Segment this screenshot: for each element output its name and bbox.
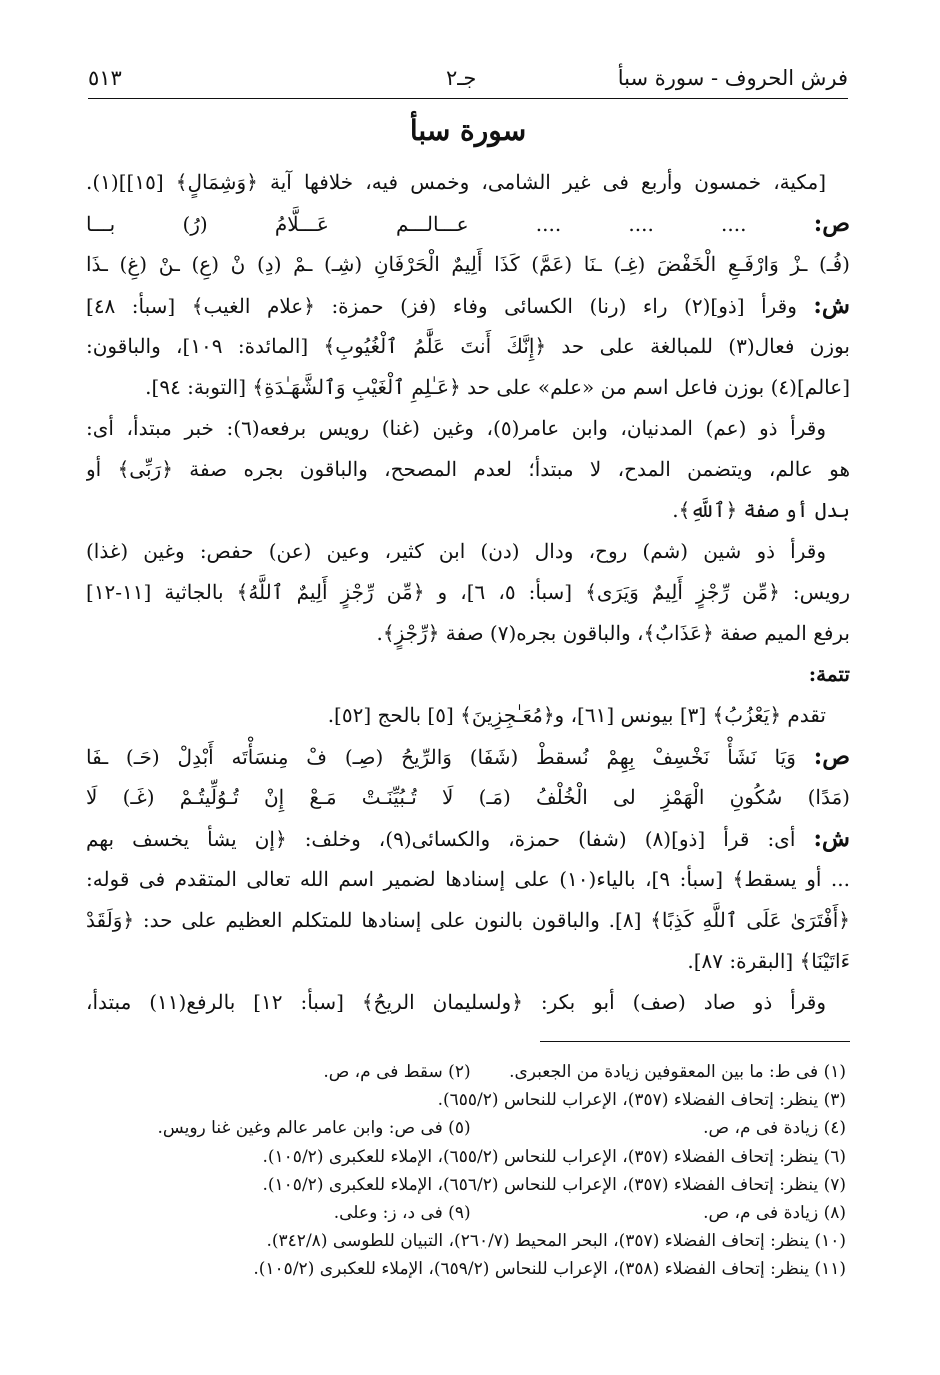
verse-line: (فُـ) ـزْ وَارْفَـعِ الْخَفْضَ (غِـ) ـنَا (عَمَّ) كَذَا أَلِيمٌ الْحَرْفَانِ (شِـ) ـمْ (دِ) نْ (عِ) ـنْ (غِ) ـذَا <box>86 252 850 276</box>
text-line: ﴿أَفْتَرَىٰ عَلَى ٱللَّهِ كَذِبًا﴾ [٨]. والباقون بالنون على إسنادها للمتكلم العظيم على حد: ﴿وَلَقَدْ <box>86 908 850 932</box>
page-number: ٥١٣ <box>88 66 122 90</box>
footnote: (٩) فى د، ز: وعلى. <box>333 1202 471 1223</box>
footnotes <box>86 1058 850 1284</box>
text-line: بوزن فعال(٣) للمبالغة على حد ﴿إِنَّكَ أَنتَ عَلَّٰمُ ٱلْغُيُوبِ﴾ [المائدة: ١٠٩]، والباقون: <box>86 334 850 358</box>
running-header <box>88 62 848 98</box>
text-line: وقرأ ذو شين (شم) روح، ودال (دن) ابن كثير، وعين (عن) حفص: وغين (غذا) <box>86 539 826 563</box>
main-text <box>86 162 850 1023</box>
text-line: ءَاتَيْنَا﴾ [البقرة: ٨٧]. <box>687 949 850 973</box>
commentary-label: ش: <box>813 292 850 319</box>
text-line <box>86 818 850 859</box>
text-line: برفع الميم صفة ﴿عَذَابٌ﴾، والباقون بجره(٧) صفة ﴿رِّجْزٍ﴾. <box>376 621 850 645</box>
header-rule <box>88 98 848 99</box>
verse-text: .... .... .... عـــالـــم عَـــلَّامُ (رُ) بـــا <box>86 212 747 236</box>
footnote-rule <box>540 1041 850 1042</box>
text-line: وقرأ ذو صاد (صف) أبو بكر: ﴿ولسليمان الريحُ﴾ [سبأ: ١٢] بالرفع(١١) مبتدأ، <box>86 990 826 1014</box>
footnote: (١١) ينظر: إتحاف الفضلاء (٣٥٨)، الإعراب للنحاس (٦٥٩/٢)، الإملاء للعكبرى (١٠٥/٢). <box>253 1259 846 1280</box>
volume-label: جـ٢ <box>446 66 477 90</box>
footnote-line <box>86 1058 850 1086</box>
footnote: (٥) فى ص: وابن عامر عالم وغين غنا رويس. <box>157 1118 471 1139</box>
footnote-line <box>86 1227 850 1255</box>
footnote: (٧) ينظر: إتحاف الفضلاء (٣٥٧)، الإعراب للنحاس (٦٥٦/٢)، الإملاء للعكبرى (١٠٥/٢). <box>262 1174 846 1195</box>
subheading: تتمة: <box>808 662 850 686</box>
text-line: رويس: ﴿مِّن رِّجْزٍ أَلِيمٌ وَيَرَى﴾ [سبأ: ٥، ٦]، و ﴿مِّن رِّجْزٍ أَلِيمٌ ٱللَّهُ﴾ بالجاثية [١١-١٢] <box>86 580 850 604</box>
commentary-label: ش: <box>813 825 850 852</box>
verse-line: (مَدًا) سُكُونِ الْهَمْزِ لى الْخُلْفُ (مَـ) لَا تُـبُيِّنَـتْ مَـعْ إِنْ تُـوُلِّيتُـمْ (غَـ) لَا <box>86 785 850 809</box>
footnote: (٣) ينظر: إتحاف الفضلاء (٣٥٧)، الإعراب للنحاس (٦٥٥/٢). <box>437 1090 846 1111</box>
footnote-line <box>86 1114 850 1142</box>
footnote: (١٠) ينظر: إتحاف الفضلاء (٣٥٧)، البحر المحيط (٢٦٠/٧)، التبيان للطوسى (٣٤٢/٨). <box>266 1231 846 1252</box>
footnote-line <box>86 1086 850 1114</box>
verse-line <box>86 736 850 777</box>
footnote-line <box>86 1143 850 1171</box>
footnote: (٢) سقط فى م، ص. <box>323 1062 471 1082</box>
text-line: ... أو يسقط﴾ [سبأ: ٩]، بالياء(١٠) على إسنادها لضمير اسم الله تعالى المتقدم فى قوله: <box>86 867 850 891</box>
text-line: بدل أو صفة ﴿ٱللَّهِ﴾. <box>672 498 850 522</box>
footnote: (٨) زيادة فى م، ص. <box>703 1202 846 1223</box>
running-title: فرش الحروف - سورة سبأ <box>617 66 848 90</box>
footnote-line <box>86 1255 850 1283</box>
commentary-text: أى: قرأ [ذو](٨) (شفا) حمزة، والكسائى(٩)، وخلف: ﴿إن يشأ يخسف بهم <box>86 827 796 851</box>
text-line: [عالم](٤) بوزن فاعل اسم من «علم» على حد ﴿عَـٰلِمِ ٱلْغَيْبِ وَٱلشَّهَـٰدَةِ﴾ [التوبة: ٩٤]. <box>145 375 850 399</box>
footnote: (٦) ينظر: إتحاف الفضلاء (٣٥٧)، الإعراب للنحاس (٦٥٥/٢)، الإملاء للعكبرى (١٠٥/٢). <box>262 1146 846 1167</box>
text-line: وقرأ ذو (عم) المدنيان، وابن عامر(٥)، وغين (غنا) رويس برفعه(٦): خبر مبتدأ، أى: <box>86 416 826 440</box>
text-line: هو عالم، ويتضمن المدح، لا مبتدأ؛ لعدم المصحح، والباقون بجره صفة ﴿رَبِّى﴾ أو <box>86 457 850 481</box>
poem-label: ص: <box>813 210 850 237</box>
verse-text: وَيَا نَشَأْ نَخْسِفْ بِهِمْ نُسقطْ (شَفَا) وَالرِّيحُ (صِـ) فْ مِنسَأْتَه أَبْدِلْ (حَـ) ـفَا <box>86 745 796 769</box>
footnote: (١) فى ط: ما بين المعقوفين زيادة من الجعبرى. <box>509 1062 846 1082</box>
text-line: تقدم ﴿يَعْزُبُ﴾ [٣] بيونس [٦١]، و﴿مُعَـٰجِزِينَ﴾ [٥] بالحج [٥٢]. <box>327 703 826 727</box>
footnote-line <box>86 1199 850 1227</box>
commentary-text: وقرأ [ذو](٢) راء (رنا) الكسائى وفاء (فز) حمزة: ﴿علام الغيب﴾ [سبأ: ٤٨] <box>86 294 797 318</box>
text-line: [مكية، خمسون وأربع فى غير الشامى، وخمس فيه، خلافها آية ﴿وَشِمَالٍ﴾ [١٥]](١). <box>86 170 826 194</box>
footnote-line <box>86 1171 850 1199</box>
surah-title: سورة سبأ <box>409 114 527 147</box>
poem-label: ص: <box>813 743 850 770</box>
text-line <box>86 285 850 326</box>
footnote: (٤) زيادة فى م، ص. <box>703 1118 846 1139</box>
verse-line <box>86 203 850 244</box>
